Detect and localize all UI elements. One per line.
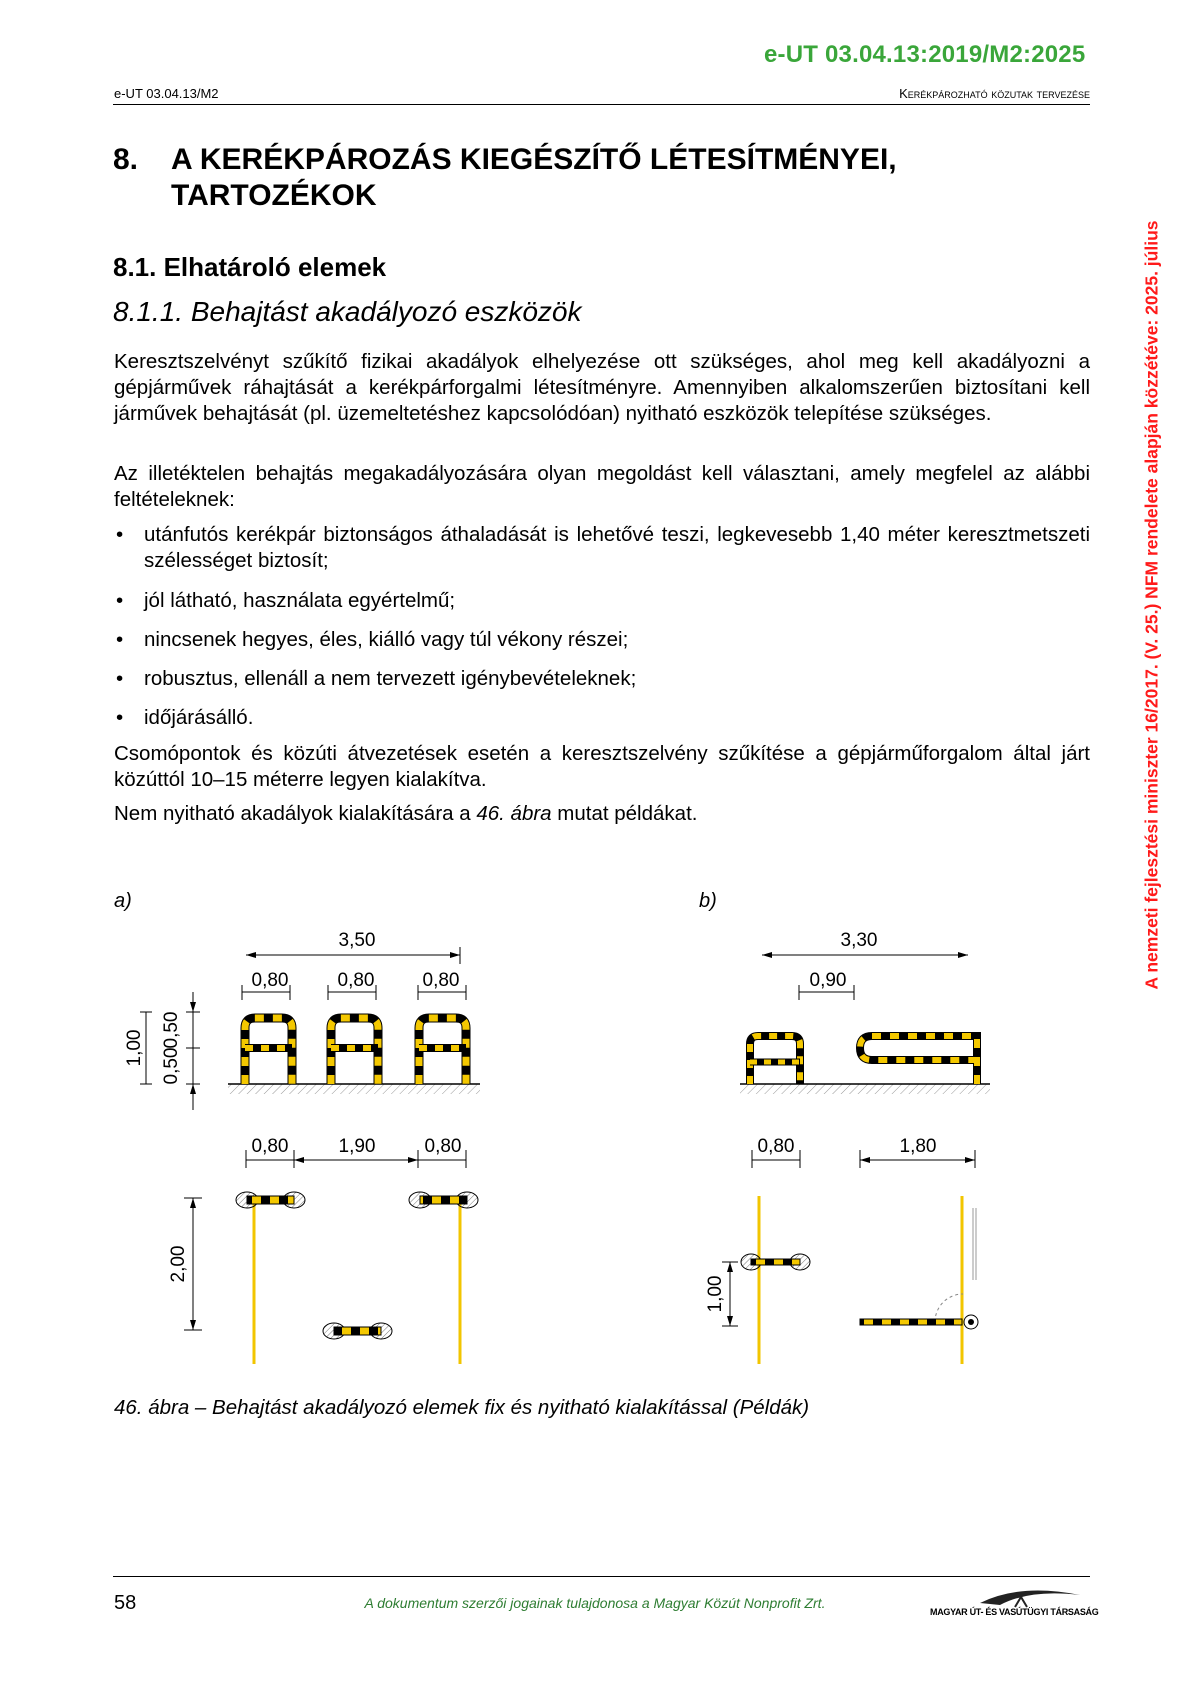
dim-b-w1: 0,90 bbox=[809, 970, 847, 991]
dim-a-plan-w1: 0,80 bbox=[251, 1136, 289, 1157]
paragraph-3: Csomópontok és közúti átvezetések esetén a keresztszelvény szűkítése a gépjárműforgalom által járt közúttól 10–15 méterre legyen kialakítva. bbox=[114, 742, 1090, 791]
footer-rule bbox=[113, 1576, 1090, 1577]
dim-a-plan-depth: 2,00 bbox=[168, 1245, 189, 1283]
subsubsection-heading: 8.1.1. Behajtást akadályozó eszközök bbox=[113, 296, 582, 327]
barrier-b-fixed bbox=[750, 1036, 800, 1084]
barrier-b-opening bbox=[860, 1036, 977, 1084]
figure-reference[interactable]: 46. ábra bbox=[476, 802, 552, 825]
plan-bar-a-3 bbox=[323, 1323, 392, 1339]
dim-a-w2: 0,80 bbox=[337, 970, 375, 991]
barrier-a-3 bbox=[419, 1018, 466, 1084]
barrier-a-1 bbox=[245, 1018, 292, 1084]
header-left: e-UT 03.04.13/M2 bbox=[114, 86, 219, 101]
dim-a-h1: 0,50 bbox=[161, 1047, 182, 1085]
dim-a-w1: 0,80 bbox=[251, 970, 289, 991]
page-number: 58 bbox=[114, 1592, 137, 1614]
panel-a-label: a) bbox=[114, 890, 132, 912]
dim-b-plan-w2: 1,80 bbox=[899, 1136, 937, 1157]
panel-b-plan bbox=[705, 1136, 976, 1364]
society-logo bbox=[930, 1585, 1099, 1621]
plan-bar-b-fixed bbox=[741, 1254, 810, 1270]
logo-text: MAGYAR ÚT- ÉS VASÚTÜGYI TÁRSASÁG bbox=[930, 1607, 1099, 1617]
plan-bar-b-opening bbox=[860, 1315, 978, 1329]
list-item: • nincsenek hegyes, éles, kiálló vagy túl vékony részei; bbox=[114, 627, 1090, 653]
list-item: • időjárásálló. bbox=[114, 705, 1090, 731]
list-item: • robusztus, ellenáll a nem tervezett igénybevételeknek; bbox=[114, 666, 1090, 692]
paragraph-4-tail: mutat példákat. bbox=[551, 802, 698, 825]
list-item: • jól látható, használata egyértelmű; bbox=[114, 588, 1090, 614]
panel-a-plan bbox=[168, 1136, 466, 1364]
panel-b-label: b) bbox=[699, 890, 717, 912]
dim-a-total: 3,50 bbox=[338, 930, 376, 951]
panel-b-elevation bbox=[740, 930, 990, 1094]
figure-caption: 46. ábra – Behajtást akadályozó elemek fix és nyitható kialakítással (Példák) bbox=[114, 1396, 810, 1419]
header-right: Kerékpározható közutak tervezése bbox=[899, 86, 1090, 101]
paragraph-2: Az illetéktelen behajtás megakadályozására olyan megoldást kell választani, amely megfelel az alábbi feltételeknek: bbox=[114, 462, 1090, 511]
plan-bar-a-2 bbox=[409, 1192, 478, 1208]
dim-a-plan-w2: 0,80 bbox=[424, 1136, 462, 1157]
dim-b-total: 3,30 bbox=[840, 930, 878, 951]
plan-bar-a-1 bbox=[236, 1192, 305, 1208]
document-code: e-UT 03.04.13:2019/M2:2025 bbox=[764, 41, 1086, 68]
list-item: • utánfutós kerékpár biztonságos áthaladását is lehetővé teszi, legkevesebb 1,40 méter keresztmetszeti szélességet biztosít; bbox=[114, 522, 1090, 574]
paragraph-4-text: Nem nyitható akadályok kialakítására a bbox=[114, 802, 477, 825]
section-number: 8. bbox=[113, 143, 139, 176]
dim-b-plan-w1: 0,80 bbox=[757, 1136, 795, 1157]
subsection-heading: 8.1. Elhatároló elemek bbox=[113, 252, 387, 282]
dim-a-w3: 0,80 bbox=[422, 970, 460, 991]
dim-b-plan-depth: 1,00 bbox=[705, 1275, 726, 1313]
barrier-a-2 bbox=[331, 1018, 378, 1084]
copyright-note: A dokumentum szerzői jogainak tulajdonosa a Magyar Közút Nonprofit Zrt. bbox=[364, 1595, 826, 1611]
paragraph-1: Keresztszelvényt szűkítő fizikai akadályok elhelyezése ott szükséges, ahol meg kell akadályozni a gépjárművek ráhajtását a kerékpárforgalmi létesítményre. Amennyiben alkalomszerűen biztosítani kell járművek behajtását (pl. üzemeltetéshez kapcsolódóan) nyitható eszközök telepítése szükséges. bbox=[114, 350, 1090, 425]
dim-a-plan-gap: 1,90 bbox=[338, 1136, 376, 1157]
side-note: A nemzeti fejlesztési miniszter 16/2017. (V. 25.) NFM rendelete alapján közzétéve: 2025. július bbox=[1141, 220, 1162, 990]
dim-a-h2: 0,50 bbox=[161, 1011, 182, 1049]
dim-a-h-total: 1,00 bbox=[124, 1029, 145, 1067]
section-title: A KERÉKPÁROZÁS KIEGÉSZÍTŐ LÉTESÍTMÉNYEI, TARTOZÉKOK bbox=[171, 143, 897, 212]
